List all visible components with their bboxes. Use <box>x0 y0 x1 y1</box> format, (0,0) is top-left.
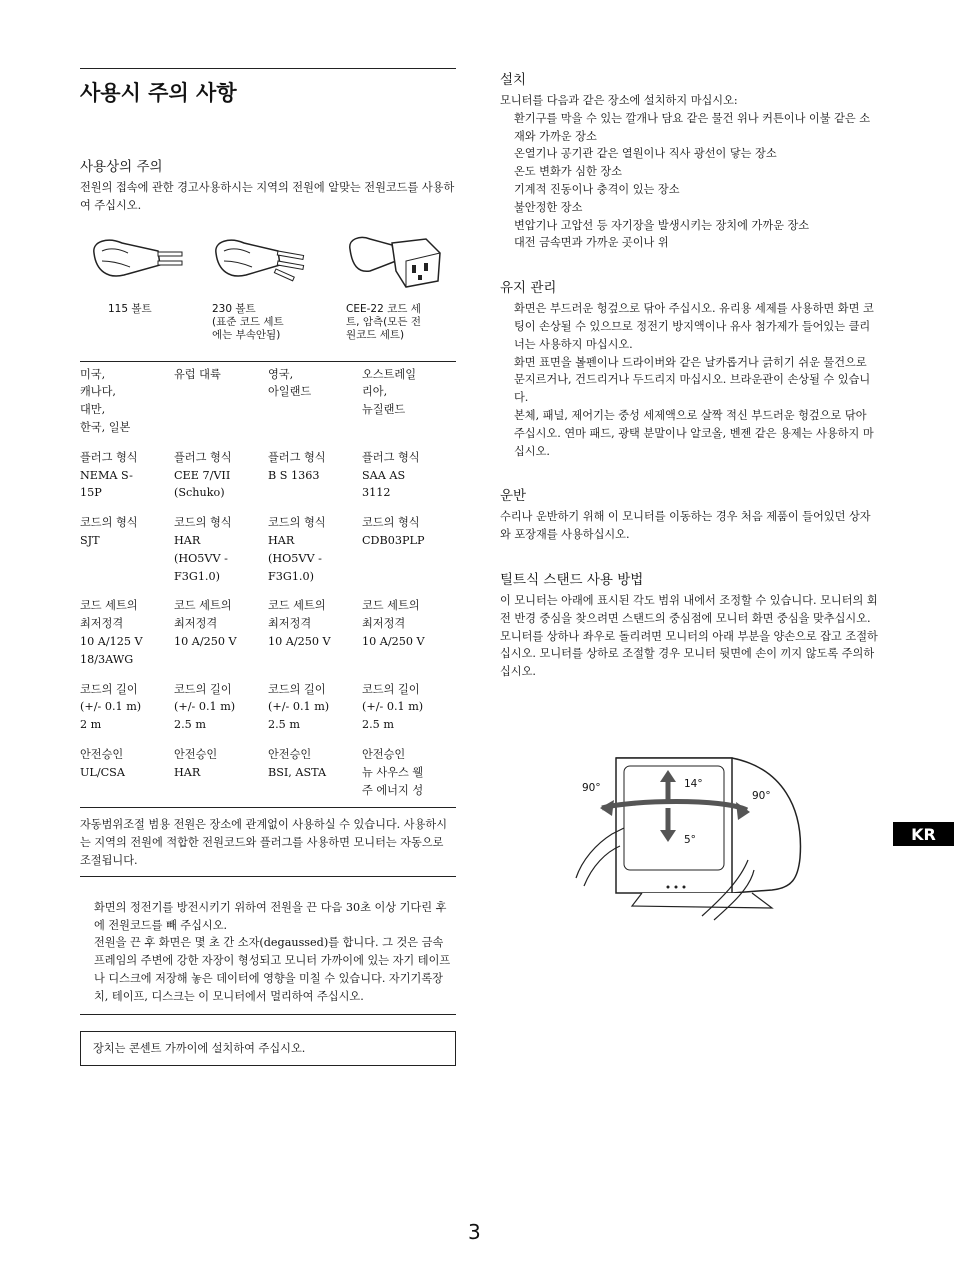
spec-table-row <box>80 449 456 514</box>
install-list-item: 대전 금속면과 가까운 곳이나 위 <box>514 236 669 250</box>
spec-table-cell: 영국, 아일랜드 <box>268 367 312 399</box>
maintenance-list <box>500 300 878 460</box>
plug-230v-icon <box>210 231 310 291</box>
transport-heading: 운반 <box>500 488 527 505</box>
spec-table-cell: 코드의 형식 HAR (HO5VV - F3G1.0) <box>268 516 326 583</box>
static-discharge-text: 화면의 정전기를 방전시키기 위하여 전원을 끈 다음 30초 이상 기다린 후에 전원코드를 빼 주십시오. <box>94 900 447 932</box>
plug-label-230v: 230 볼트 (표준 코드 세트 에는 부속안됨) <box>212 302 284 341</box>
spec-table-row <box>80 681 456 746</box>
angle-down-label: 5° <box>684 834 696 846</box>
install-list-item: 온열기나 공기관 같은 열원이나 직사 광선이 닿는 장소 <box>514 147 777 161</box>
tilt-swivel-figure <box>572 748 807 923</box>
spec-table-cell: 코드 세트의 최저정격 10 A/125 V 18/3AWG <box>80 599 143 666</box>
spec-table-cell: 코드의 형식 CDB03PLP <box>362 516 425 547</box>
plug-cee22-icon <box>346 231 446 295</box>
spec-table-cell: 코드의 형식 HAR (HO5VV - F3G1.0) <box>174 516 232 583</box>
right-column <box>500 68 878 681</box>
table-top-rule <box>80 361 456 362</box>
maintenance-list-item: 화면은 부드러운 헝겊으로 닦아 주십시오. 유리용 세제를 사용하면 화면 코팅이 손상될 수 있으므로 정전기 방지액이나 유사 첨가제가 들어있는 클리너는 사용하지 마십시오. <box>514 302 874 351</box>
spec-table-cell: 플러그 형식 CEE 7/VII (Schuko) <box>174 450 232 500</box>
spec-table-cell: 코드의 길이 (+/- 0.1 m) 2 m <box>80 682 142 732</box>
maintenance-list-item: 화면 표면을 볼펜이나 드라이버와 같은 날카롭거나 긁히기 쉬운 물건으로 문지르거나, 건드리거나 두드리지 마십시오. 브라운관이 손상될 수 있습니다. <box>514 355 871 405</box>
install-list-item: 변압기나 고압선 등 자기장을 발생시키는 장치에 가까운 장소 <box>514 218 810 232</box>
degauss-rule <box>80 1014 456 1015</box>
table-bottom-rule <box>80 807 456 808</box>
spec-table-cell: 코드의 길이 (+/- 0.1 m) 2.5 m <box>268 682 330 732</box>
plug-label-115v: 115 볼트 <box>108 302 152 315</box>
title-rule <box>80 68 456 69</box>
usage-heading: 사용상의 주의 <box>80 159 163 175</box>
spec-table-cell: 코드의 형식 SJT <box>80 516 138 547</box>
tilt-text-2: 모니터를 상하나 좌우로 돌리려면 모니터의 아래 부분을 양손으로 잡고 조절하십시오. 모니터를 상하로 조절할 경우 모니터 뒷면에 손이 끼지 않도록 주의하십시오. <box>500 629 878 679</box>
install-list-item: 온도 변화가 심한 장소 <box>514 165 622 179</box>
spec-table-cell: 플러그 형식 B S 1363 <box>268 450 326 482</box>
install-list <box>500 110 878 252</box>
page-title: 사용시 주의 사항 <box>80 81 237 105</box>
spec-table-cell: 플러그 형식 SAA AS 3112 <box>362 450 420 500</box>
plug-illustrations <box>80 231 456 349</box>
language-tab-kr: KR <box>893 822 954 846</box>
tilt-text-1: 이 모니터는 아래에 표시된 각도 범위 내에서 조정할 수 있습니다. 모니터의 회전 반경 중심을 찾으려면 스탠드의 중심점에 모니터 화면 중심을 맞추십시오. <box>500 593 878 625</box>
spec-table-cell: 플러그 형식 NEMA S- 15P <box>80 450 138 500</box>
spec-table-cell: 안전승인 UL/CSA <box>80 747 125 779</box>
spec-table-cell: 코드 세트의 최저정격 10 A/250 V <box>268 599 331 648</box>
spec-table-cell: 코드의 길이 (+/- 0.1 m) 2.5 m <box>362 682 424 732</box>
maintenance-list-item: 본체, 패널, 제어기는 중성 세제액으로 살짝 적신 부드러운 헝겊으로 닦아 주십시오. 연마 패드, 광택 분말이나 알코올, 벤젠 같은 용제는 사용하지 마십시오. <box>514 408 874 458</box>
spec-table-row <box>80 514 456 597</box>
spec-table-cell: 안전승인 BSI, ASTA <box>268 747 327 779</box>
install-list-item: 불안정한 장소 <box>514 200 583 214</box>
outlet-notice-text: 장치는 콘센트 가까이에 설치하여 주십시오. <box>93 1041 306 1055</box>
spec-table-cell: 유럽 대륙 <box>174 367 221 381</box>
usage-text: 전원의 접속에 관한 경고사용하시는 지역의 전원에 알맞는 전원코드를 사용하여 주십시오. <box>80 181 455 212</box>
spec-table-cell: 코드의 길이 (+/- 0.1 m) 2.5 m <box>174 682 236 732</box>
maintenance-heading: 유지 관리 <box>500 280 557 297</box>
install-intro: 모니터를 다음과 같은 장소에 설치하지 마십시오: <box>500 94 738 107</box>
plug-115v-icon <box>88 231 188 283</box>
install-list-item: 환기구를 막을 수 있는 깔개나 담요 같은 물건 위나 커튼이나 이불 같은 소재와 가까운 장소 <box>514 111 871 143</box>
tilt-heading: 틸트식 스탠드 사용 방법 <box>500 571 644 588</box>
spec-table-cell: 코드 세트의 최저정격 10 A/250 V <box>174 599 237 648</box>
spec-table-row <box>80 597 456 680</box>
spec-table-cell: 안전승인 뉴 사우스 웰 주 에너지 성 <box>362 747 424 797</box>
angle-right-label: 90° <box>752 790 771 802</box>
plug-label-cee22: CEE-22 코드 세 트, 암측(모든 전 원코드 세트) <box>346 302 421 341</box>
spec-table-cell: 안전승인 HAR <box>174 747 218 779</box>
transport-text: 수리나 운반하기 위해 이 모니터를 이동하는 경우 처음 제품이 들어있던 상자와 포장재를 사용하십시오. <box>500 510 871 542</box>
page-number: 3 <box>468 1220 481 1244</box>
left-column <box>80 68 456 1066</box>
degauss-text: 전원을 끈 후 화면은 몇 초 간 소자(degaussed)를 합니다. 그 것은 금속 프레임의 주변에 강한 자장이 형성되고 모니터 가까이에 있는 자기 테이프나 디스크에 저장해 놓은 데이터에 영향을 미칠 수 있습니다. 자기기록장치, 테이프, 디스크는 이 모니터에서 멀리하여 주십시오. <box>94 936 451 1003</box>
outlet-notice-box <box>80 1031 456 1067</box>
spec-table-row <box>80 366 456 449</box>
power-cord-spec-table <box>80 366 456 812</box>
angle-up-label: 14° <box>684 778 703 790</box>
angle-left-label: 90° <box>582 782 601 794</box>
auto-range-text: 자동범위조절 범용 전원은 장소에 관계없이 사용하실 수 있습니다. 사용하시는 지역의 전원에 적합한 전원코드와 플러그를 사용하면 모니터는 자동으로 조절됩니다. <box>80 818 448 867</box>
spec-table-cell: 코드 세트의 최저정격 10 A/250 V <box>362 599 425 648</box>
spec-table-row <box>80 746 456 811</box>
auto-range-rule <box>80 876 456 877</box>
install-heading: 설치 <box>500 72 527 88</box>
install-list-item: 기계적 진동이나 충격이 있는 장소 <box>514 182 680 196</box>
spec-table-cell: 미국, 캐나다, 대만, 한국, 일본 <box>80 367 131 434</box>
spec-table-cell: 오스트레일 리아, 뉴질랜드 <box>362 367 417 417</box>
